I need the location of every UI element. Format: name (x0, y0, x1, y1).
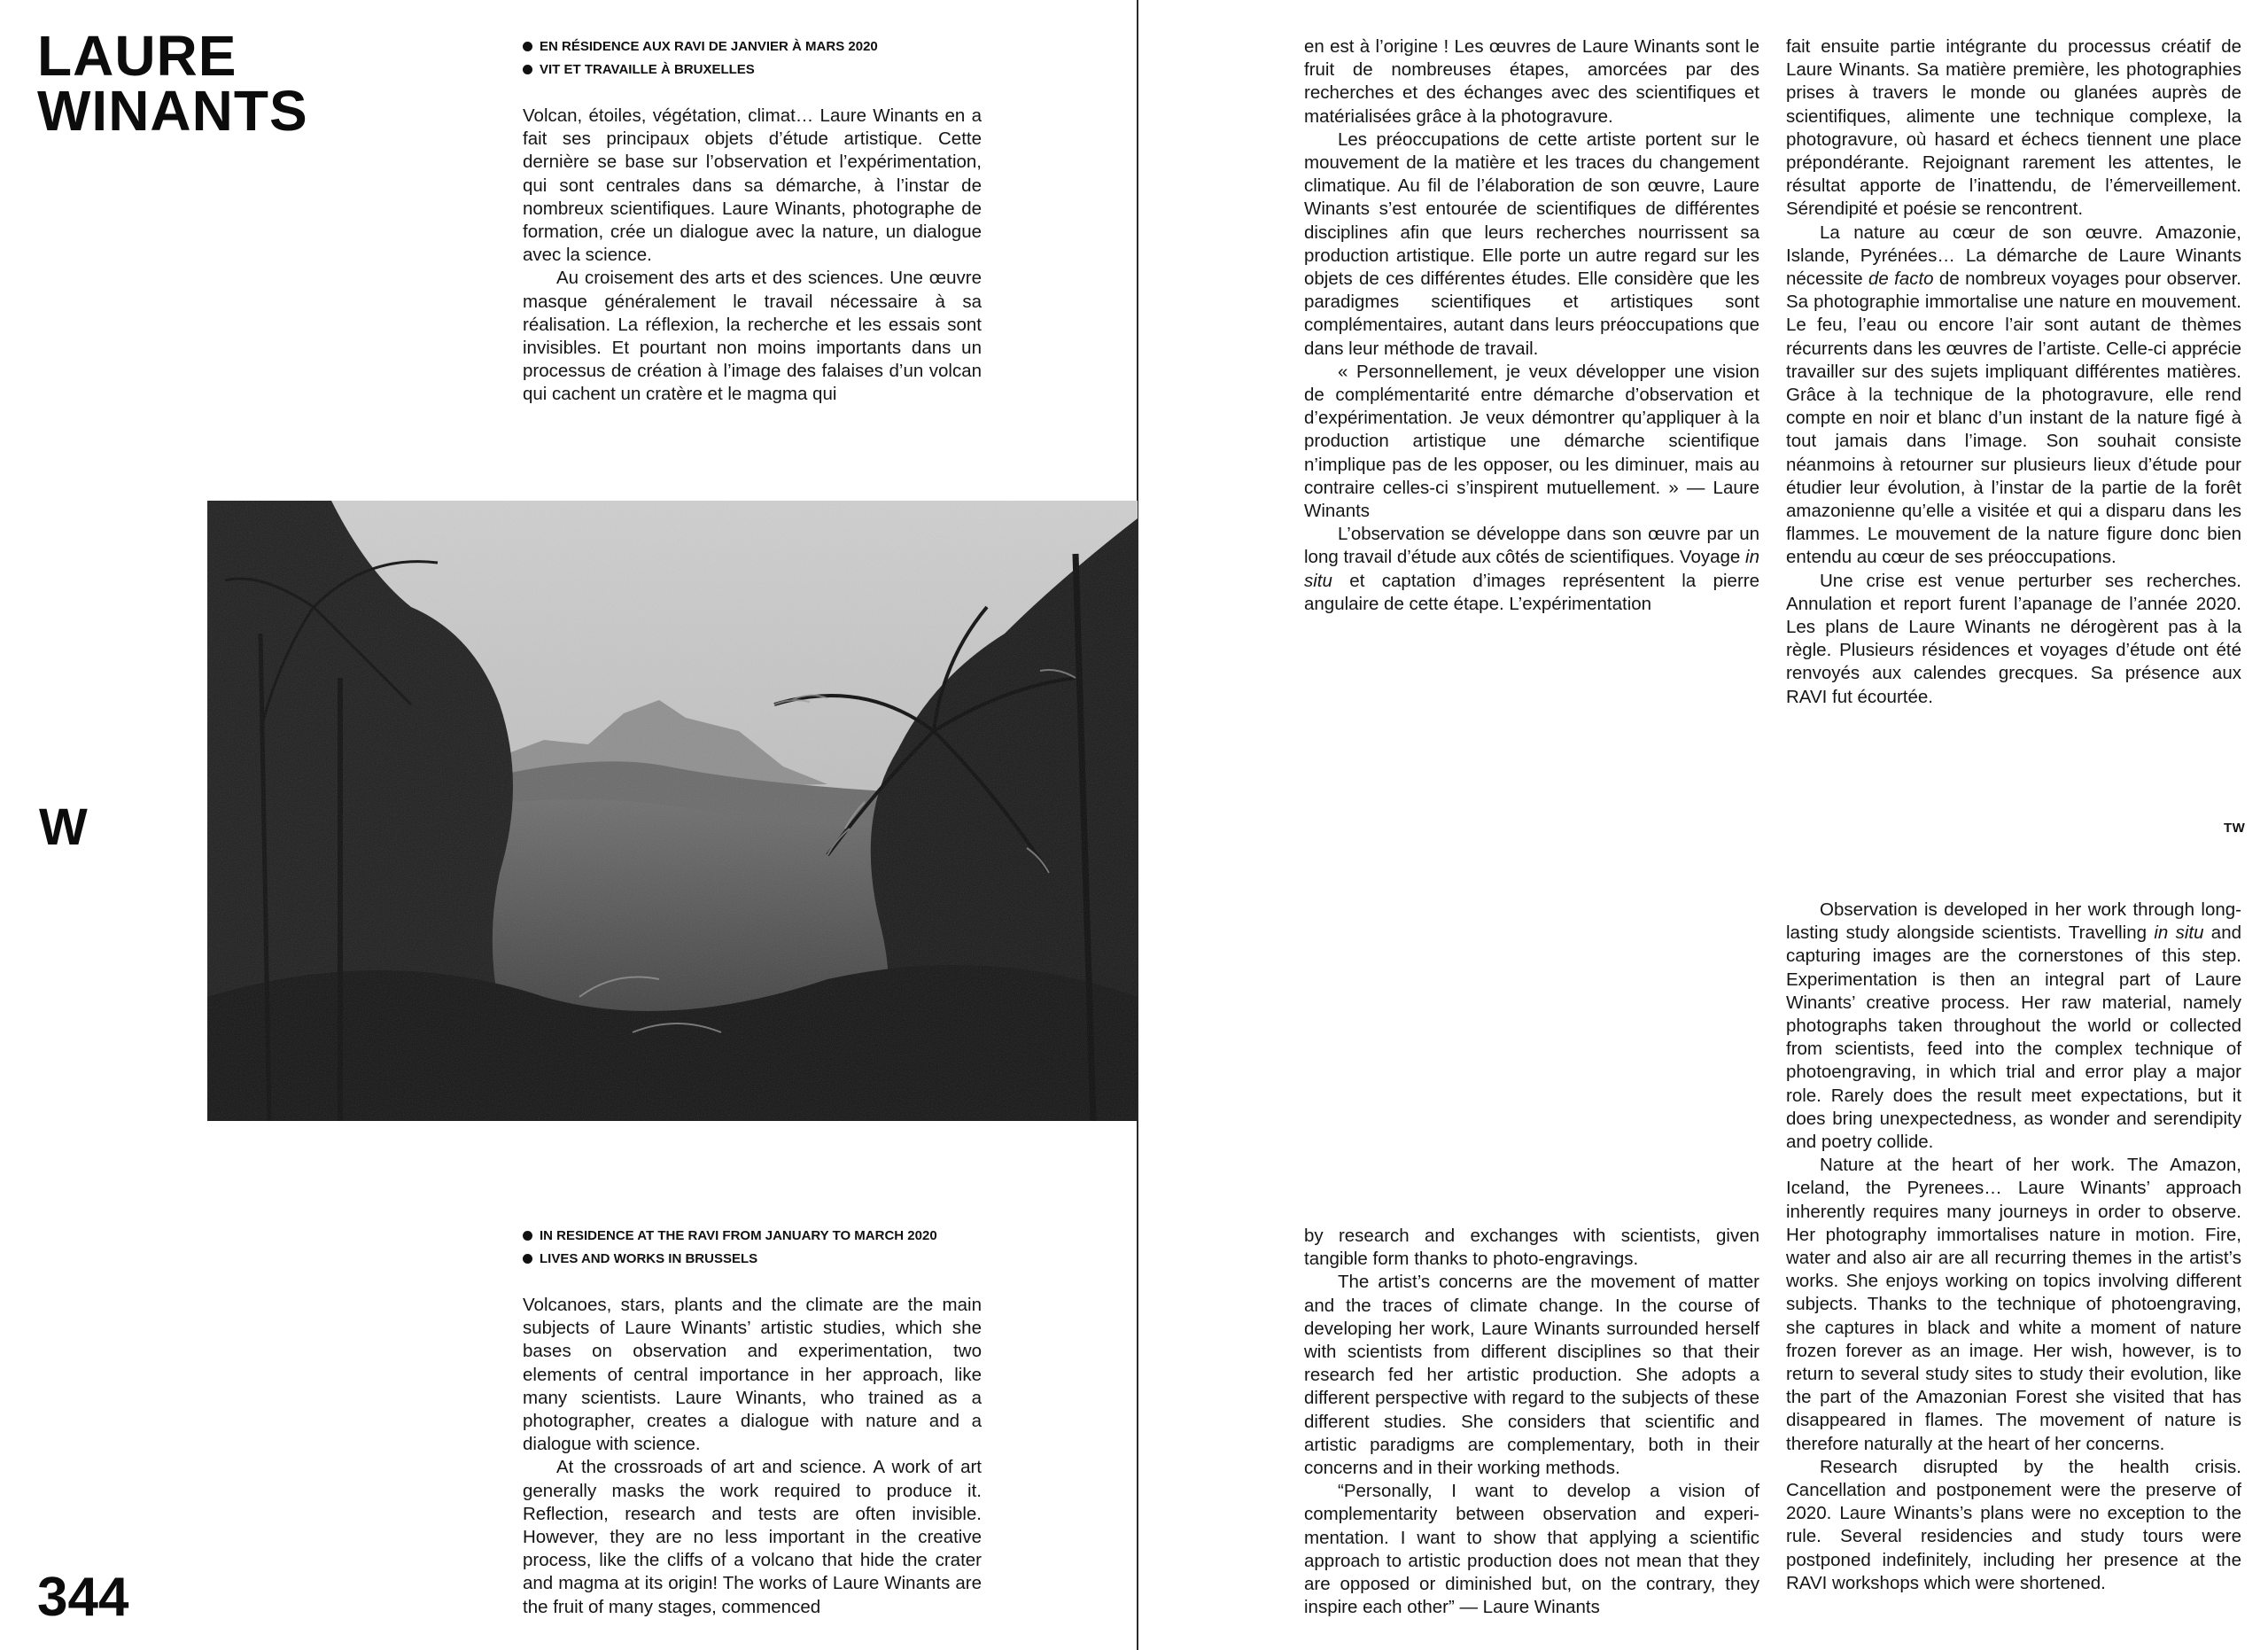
en-bullet-lives: LIVES AND WORKS IN BRUSSELS (523, 1248, 937, 1271)
heading-line-2: WINANTS (37, 79, 308, 143)
fr-info-bullets (523, 35, 878, 82)
fr-column-1 (523, 105, 982, 407)
fr-bullet-lives: VIT ET TRAVAILLE À BRUXELLES (523, 58, 878, 82)
page-number: 344 (37, 1567, 129, 1628)
fr-paragraph: Au croisement des arts et des sciences. Une œuvre masque généralement le travail nécessaire à sa réalisation. La réflexion, la recherche et les essais sont invisibles. Et pourtant non moins importants dans un processus de création à l’image des falaises d’un volcan qui cachent un cratère et le magma qui (523, 268, 982, 405)
fr-paragraph: en est à l’origine ! Les œuvres de Laure Winants sont le fruit de nombreuses étapes, amorcées par des recherches et des échanges avec des scientifiques et matérialisées grâce à la photogravure. (1304, 36, 1759, 127)
en-column-2 (1304, 1225, 1759, 1619)
fr-text: L’observation se développe dans son œuvre par un long travail d’étude aux côtés de scientifiques. Voyage (1304, 524, 1759, 568)
en-paragraph: At the crossroads of art and science. A work of art generally masks the work required to produce it. Reflection, research and tests are often invisible. However, they are no less important in the creative process, like the cliffs of a volcano that hide the crater and magma at its origin! The works of Laure Winants are the fruit of many stages, commenced (523, 1457, 982, 1617)
fr-text: La nature au cœur de son œuvre. Amazonie, Islande, Pyrénées… La démarche de Laure Winants nécessite (1786, 222, 2241, 290)
en-column-3 (1786, 899, 2241, 1595)
en-paragraph: The artist’s concerns are the movement of matter and the traces of climate change. In the course of developing her work, Laure Winants surrounded herself with scientists from different disciplines so that their research fed her artistic production. She adopts a different perspective with regard to the subjects of these different studies. She considers that scientific and artistic paradigms are complementary, both in their concerns and in their working methods. (1304, 1272, 1759, 1479)
en-column-1 (523, 1294, 982, 1619)
fr-paragraph: Les préoccupations de cette artiste portent sur le mouvement de la matière et les traces du changement climatique. Au fil de l’élaboration de son œuvre, Laure Winants s’est entourée de scientifiques de différentes disciplines afin que leurs recherches nourrissent sa production artistique. Elle porte un autre regard sur les objets de ces différentes études. Elle considère que les paradigmes scientifiques et artistiques sont complémentaires, autant dans leurs préoccupations que dans leur méthode de travail. (1304, 128, 1759, 359)
en-text: and capturing images are the cornerstones of this step. Experimentation is then an integral part of Laure Winants’ creative process. Her raw material, namely photographs taken throughout the world or collected from scientists, feed into the complex technique of photoengraving, in which trial and error play a major role. Rarely does the result meet expectations, but it does bring unexpectedness, as wonder and serendipity and poetry collide. (1786, 922, 2241, 1153)
section-letter: W (39, 798, 88, 856)
en-info-bullets (523, 1225, 937, 1271)
author-initials: TW (2224, 821, 2246, 836)
fr-italic: de facto (1868, 269, 1934, 290)
heading-line-1: LAURE (37, 24, 237, 88)
en-paragraph: Nature at the heart of her work. The Amazon, Iceland, the Pyrenees… Laure Winants’ approach inherently requires many journeys in order to observe. Her photography immortalises nature in motion. Fire, water and also air are all recurring themes in the artist’s works. She enjoys working on topics involving different subjects. Thanks to the technique of photoengraving, she captures in black and white a moment of nature frozen forever as an image. Her wish, however, is to return to several study sites to study their evolution, like the part of the Amazonian Forest she visited that has disappeared in flames. The movement of nature is therefore naturally at the heart of her concerns. (1786, 1155, 2241, 1454)
en-paragraph (1786, 899, 2241, 1154)
fr-paragraph: Volcan, étoiles, végétation, climat… Laure Winants en a fait ses principaux objets d’étude artistique. Cette dernière se base sur l’observation et l’expérimentation, qui sont centrales dans sa démarche, à l’instar de nombreux scientifiques. Laure Winants, photographe de formation, crée un dialogue avec la nature, un dialogue avec la science. (523, 105, 982, 266)
fr-italic: in situ (1304, 547, 1759, 591)
fr-text: de nombreux voyages pour observer. Sa photographie immortalise une nature en mouvement. Le feu, l’eau ou encore l’air sont autant de thèmes récurrents dans les œuvres de l’artiste. Celle-ci apprécie travailler sur des sujets impliquant différentes matières. Grâce à la technique de la photogravure, elle rend compte en noir et blanc d’un instant de la nature figé à tout jamais dans l’image. Son souhait consiste néanmoins à retourner sur plusieurs lieux d’étude pour étudier leur évolution, à l’instar de la partie de la forêt amazonienne qu’elle a visitée et qui a disparu dans les flammes. Le mouvement de la nature figure donc bien entendu au cœur de ses préoccupations. (1786, 269, 2241, 568)
fr-bullet-residence: EN RÉSIDENCE AUX RAVI DE JANVIER À MARS 2020 (523, 35, 878, 58)
fr-paragraph: fait ensuite partie intégrante du processus créatif de Laure Winants. Sa matière première, les photographies prises à travers le monde ou glanées auprès de scientifiques, alimente une technique complexe, la photogravure, où hasard et échecs tiennent une place prépondérante. Rejoignant rarement les attentes, le résultat apporte de l’inattendu, de l’émerveillement. Sérendipité et poésie se rencontrent. (1786, 36, 2241, 220)
en-bullet-residence: IN RESIDENCE AT THE RAVI FROM JANUARY TO MARCH 2020 (523, 1225, 937, 1248)
fr-paragraph: Une crise est venue perturber ses recherches. Annulation et report furent l’apanage de l’année 2020. Les plans de Laure Winants ne dérogèrent pas à la règle. Plusieurs résidences et voyages d’étude ont été renvoyés aux calendes grecques. Sa présence aux RAVI fut écourtée. (1786, 570, 2241, 707)
fr-text: et captation d’images représentent la pierre angulaire de cette étape. L’expérimentation (1304, 570, 1759, 614)
fr-column-2 (1304, 35, 1759, 616)
en-paragraph: “Personally, I want to develop a vision of complementarity between observation and experimentation. I want to show that applying a scientific approach to artistic production does not mean that they are opposed or diminished but, on the contrary, they inspire each other” — Laure Winants (1304, 1481, 1759, 1618)
en-paragraph: Research disrupted by the health crisis. Cancellation and postponement were the preserve of 2020. Laure Winants’s plans were no exception to the rule. Several residencies and study tours were postponed indefinitely, including her presence at the RAVI workshops which were shortened. (1786, 1456, 2241, 1593)
fr-column-3 (1786, 35, 2241, 709)
en-paragraph: Volcanoes, stars, plants and the climate are the main subjects of Laure Winants’ artistic studies, which she bases on observation and experimentation, two elements of central importance in her approach, like many scientists. Laure Winants, who trained as a photographer, creates a dialogue with nature and a dialogue with science. (523, 1295, 982, 1455)
artist-name-heading (37, 24, 308, 143)
fr-paragraph: « Personnellement, je veux développer une vision de complémentarité entre démarche d’observation et d’expérimentation. Je veux démontrer qu’appliquer à la production artistique une démarche scientifique n’implique pas de les opposer, ou les diminuer, mais au contraire celles-ci s’inspirent mutuellement. » — Laure Winants (1304, 361, 1759, 522)
en-paragraph: by research and exchanges with scientists, given tangible form thanks to photo-engravings. (1304, 1226, 1759, 1270)
en-text: Observation is developed in her work through long-lasting study alongside scientists. Travelling (1786, 899, 2241, 944)
fr-paragraph (1304, 523, 1759, 616)
jungle-photo (207, 501, 1138, 1121)
en-italic: in situ (2154, 922, 2204, 944)
fr-paragraph (1786, 222, 2241, 570)
